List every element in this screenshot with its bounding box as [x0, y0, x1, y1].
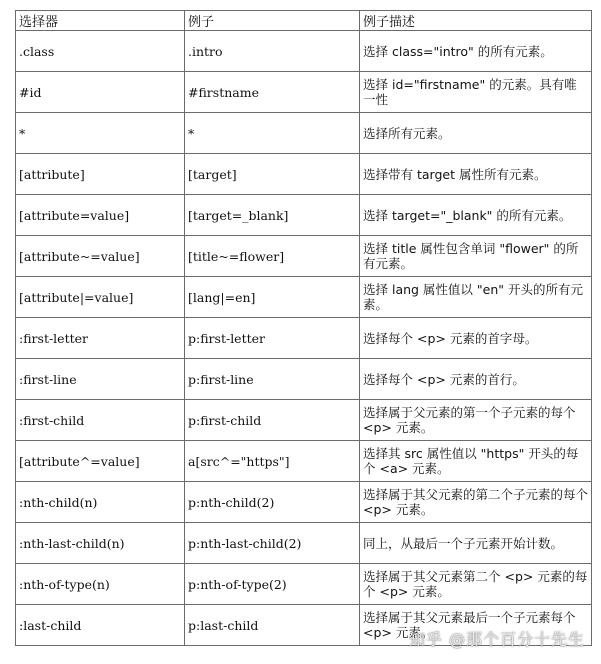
description-cell: 选择所有元素。 — [360, 113, 592, 154]
description-cell: 选择 lang 属性值以 "en" 开头的所有元素。 — [360, 277, 592, 318]
description-cell: 选择 class="intro" 的所有元素。 — [360, 31, 592, 72]
description-cell: 选择每个 <p> 元素的首行。 — [360, 359, 592, 400]
selector-cell: #id — [16, 72, 185, 113]
selector-cell: [attribute] — [16, 154, 185, 195]
example-cell: a[src^="https"] — [185, 441, 360, 482]
selector-cell: [attribute~=value] — [16, 236, 185, 277]
description-cell: 选择其 src 属性值以 "https" 开头的每个 <a> 元素。 — [360, 441, 592, 482]
table-row — [16, 482, 592, 523]
zhihu-watermark: 知乎 @那个百分十先生 — [408, 630, 585, 649]
header-example: 例子 — [185, 11, 360, 31]
example-cell: [lang|=en] — [185, 277, 360, 318]
table-row — [16, 195, 592, 236]
example-cell: [target=_blank] — [185, 195, 360, 236]
example-cell: p:first-line — [185, 359, 360, 400]
description-cell: 选择 target="_blank" 的所有元素。 — [360, 195, 592, 236]
example-cell: * — [185, 113, 360, 154]
table-row — [16, 441, 592, 482]
selector-cell: :nth-of-type(n) — [16, 564, 185, 605]
example-cell: [target] — [185, 154, 360, 195]
example-cell: p:last-child — [185, 605, 360, 646]
selector-cell: * — [16, 113, 185, 154]
description-cell: 选择属于父元素的第一个子元素的每个 <p> 元素。 — [360, 400, 592, 441]
description-cell: 选择属于其父元素的第二个子元素的每个 <p> 元素。 — [360, 482, 592, 523]
selector-cell: :first-child — [16, 400, 185, 441]
table-row — [16, 523, 592, 564]
table-row — [16, 154, 592, 195]
table-row — [16, 113, 592, 154]
example-cell: p:nth-child(2) — [185, 482, 360, 523]
header-description: 例子描述 — [360, 11, 592, 31]
table-row — [16, 400, 592, 441]
selector-cell: :first-line — [16, 359, 185, 400]
table-row — [16, 236, 592, 277]
table-row — [16, 72, 592, 113]
example-cell: p:nth-last-child(2) — [185, 523, 360, 564]
table-row — [16, 359, 592, 400]
table-row — [16, 564, 592, 605]
table-row — [16, 318, 592, 359]
description-cell: 选择 id="firstname" 的元素。具有唯一性 — [360, 72, 592, 113]
example-cell: p:first-letter — [185, 318, 360, 359]
css-selector-table — [15, 10, 592, 646]
selector-cell: :nth-child(n) — [16, 482, 185, 523]
table-row — [16, 31, 592, 72]
example-cell: #firstname — [185, 72, 360, 113]
description-cell: 选择属于其父元素第二个 <p> 元素的每个 <p> 元素。 — [360, 564, 592, 605]
description-cell: 选择属于其父元素最后一个子元素每个 <p> 元素。 — [360, 605, 592, 646]
selector-cell: [attribute|=value] — [16, 277, 185, 318]
description-cell: 选择 title 属性包含单词 "flower" 的所有元素。 — [360, 236, 592, 277]
table-header-row — [16, 11, 592, 31]
description-cell: 选择带有 target 属性所有元素。 — [360, 154, 592, 195]
selector-cell: .class — [16, 31, 185, 72]
selector-cell: [attribute=value] — [16, 195, 185, 236]
example-cell: [title~=flower] — [185, 236, 360, 277]
selector-cell: :last-child — [16, 605, 185, 646]
table-row — [16, 277, 592, 318]
selector-cell: :first-letter — [16, 318, 185, 359]
selector-cell: [attribute^=value] — [16, 441, 185, 482]
example-cell: .intro — [185, 31, 360, 72]
example-cell: p:first-child — [185, 400, 360, 441]
description-cell: 同上，从最后一个子元素开始计数。 — [360, 523, 592, 564]
description-cell: 选择每个 <p> 元素的首字母。 — [360, 318, 592, 359]
example-cell: p:nth-of-type(2) — [185, 564, 360, 605]
header-selector: 选择器 — [16, 11, 185, 31]
selector-cell: :nth-last-child(n) — [16, 523, 185, 564]
